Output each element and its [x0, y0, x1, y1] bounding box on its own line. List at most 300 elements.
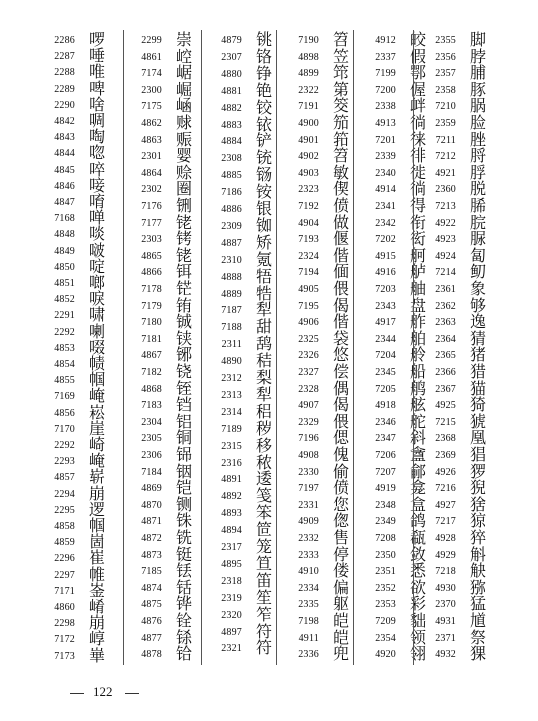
- entry-character: 脚: [469, 30, 486, 49]
- entry-character: 赊: [175, 162, 192, 182]
- page-number: 122: [93, 684, 113, 699]
- entry-number: 2325: [298, 333, 319, 345]
- entry-number: 4877: [141, 632, 162, 644]
- entry-number: 7206: [375, 450, 396, 461]
- entry-number: 4900: [298, 118, 319, 129]
- entry-number: 7170: [54, 423, 75, 435]
- entry-number: 4906: [298, 317, 319, 329]
- entry-character: 悠: [332, 345, 349, 365]
- entry-number: 7202: [375, 234, 396, 246]
- entry-number: 4895: [221, 558, 242, 570]
- entry-character: 偃: [332, 229, 349, 249]
- entry-number: 4882: [221, 102, 242, 114]
- entry-number: 4845: [54, 164, 75, 176]
- entry-number: 7204: [375, 350, 396, 362]
- entry-character: 脸: [469, 113, 486, 132]
- entry-character: 啁: [88, 111, 105, 130]
- entry-character: 银: [255, 199, 272, 218]
- entry-number: 4848: [54, 229, 75, 241]
- entry-character: 甜: [255, 317, 272, 337]
- entry-character: 秽: [255, 418, 272, 438]
- entry-number: 4898: [298, 51, 319, 63]
- entry-number: 4888: [221, 271, 242, 283]
- entry-character: 假: [409, 46, 426, 66]
- entry-number: 4865: [141, 250, 162, 262]
- entry-number: 4897: [221, 626, 242, 638]
- entry-character: 逶: [255, 469, 272, 489]
- entry-number: 7196: [298, 433, 319, 445]
- entry-character: 铕: [175, 295, 192, 315]
- entry-character: 崞: [88, 629, 105, 649]
- entry-character: 龛: [409, 478, 426, 498]
- entry-character: 赈: [175, 129, 192, 149]
- entry-character: 脪: [469, 196, 486, 215]
- entry-number: 4872: [141, 533, 162, 544]
- entry-number: 4921: [435, 167, 456, 179]
- entry-number: 4887: [221, 237, 242, 249]
- entry-character: 鄂: [409, 63, 426, 83]
- entry-number: 2310: [221, 254, 242, 266]
- entry-character: 氪: [255, 249, 272, 269]
- entry-number: 7176: [141, 201, 162, 212]
- entry-character: 铧: [175, 594, 192, 614]
- entry-number: 2354: [375, 632, 396, 644]
- entry-character: 笤: [332, 30, 349, 49]
- entry-character: 猓: [469, 644, 486, 664]
- entry-character: 崋: [88, 645, 105, 665]
- entry-number: 2337: [375, 51, 396, 63]
- entry-number: 7207: [375, 466, 396, 478]
- entry-number: 2319: [221, 592, 242, 604]
- entry-number: 7190: [298, 35, 319, 46]
- entry-character: 猛: [469, 594, 486, 614]
- entry-number: 2297: [54, 569, 75, 581]
- entry-number: 4884: [221, 136, 242, 148]
- entry-character: 铠: [175, 478, 192, 498]
- entry-character: 笸: [255, 520, 272, 540]
- entry-character: 欲: [409, 577, 426, 597]
- entry-character: 崌: [175, 63, 192, 83]
- entry-number: 2292: [54, 326, 75, 338]
- entry-number: 7209: [375, 616, 396, 627]
- entry-number: 2306: [141, 450, 162, 461]
- entry-number: 4931: [435, 616, 456, 627]
- entry-character: 啵: [88, 240, 105, 260]
- entry-column: [124, 30, 200, 670]
- entry-character: 铳: [255, 148, 272, 168]
- entry-number: 2333: [298, 549, 319, 561]
- entry-number: 2338: [375, 101, 396, 113]
- entry-character: 赇: [175, 113, 192, 132]
- entry-character: 崩: [88, 613, 105, 633]
- entry-number: 4842: [54, 116, 75, 127]
- entry-character: 铪: [175, 644, 192, 664]
- entry-character: 铞: [175, 445, 192, 464]
- entry-number: 4854: [54, 359, 75, 370]
- entry-character: 铲: [255, 131, 272, 151]
- entry-character: 衅: [409, 96, 426, 116]
- entry-character: 偈: [332, 295, 349, 315]
- entry-character: 帻: [88, 354, 105, 373]
- entry-character: 铒: [175, 262, 192, 282]
- entry-character: 铥: [175, 561, 192, 581]
- entry-number: 4892: [221, 491, 242, 503]
- entry-number: 7171: [54, 585, 75, 597]
- entry-number: 7210: [435, 101, 456, 113]
- entry-character: 猫: [469, 378, 486, 398]
- entry-character: 铨: [175, 611, 192, 630]
- entry-column: [277, 30, 357, 670]
- entry-number: 7195: [298, 300, 319, 312]
- entry-number: 4911: [298, 632, 319, 644]
- entry-number: 4905: [298, 284, 319, 295]
- entry-character: 崦: [88, 451, 105, 471]
- entry-character: 豚: [469, 79, 486, 99]
- entry-number: 4864: [141, 167, 162, 179]
- entry-number: 2357: [435, 68, 456, 80]
- entry-character: 啴: [88, 208, 105, 228]
- entry-number: 4861: [141, 51, 162, 63]
- entry-number: 7173: [54, 650, 75, 662]
- entry-character: 凰: [469, 428, 486, 448]
- entry-column: [414, 30, 494, 670]
- entry-character: 盒: [409, 494, 426, 514]
- entry-number: 7208: [375, 533, 396, 544]
- entry-character: 崖: [88, 418, 105, 438]
- entry-number: 2315: [221, 440, 242, 452]
- entry-character: 舵: [409, 411, 426, 431]
- entry-number: 4857: [54, 472, 75, 484]
- entry-number: 4927: [435, 499, 456, 511]
- entry-character: 翎: [409, 644, 426, 664]
- entry-number: 2355: [435, 35, 456, 46]
- entry-character: 犁: [255, 384, 272, 404]
- entry-number: 4863: [141, 134, 162, 146]
- entry-number: 2349: [375, 516, 396, 528]
- entry-character: 脱: [469, 179, 486, 199]
- entry-number: 4860: [54, 602, 75, 613]
- entry-character: 鸽: [409, 511, 426, 531]
- entry-number: 2332: [298, 533, 319, 544]
- entry-character: 崧: [88, 402, 105, 422]
- entry-character: 舸: [409, 245, 426, 265]
- entry-number: 7198: [298, 616, 319, 627]
- entry-character: 铐: [175, 229, 192, 249]
- page-footer: [0, 684, 200, 704]
- entry-number: 7175: [141, 101, 162, 113]
- entry-character: 铝: [175, 411, 192, 431]
- entry-number: 7213: [435, 201, 456, 212]
- entry-character: 鱽: [469, 262, 486, 282]
- entry-number: 7216: [435, 483, 456, 495]
- entry-number: 2301: [141, 151, 162, 163]
- entry-character: 笺: [255, 486, 272, 506]
- entry-character: 皎: [409, 30, 426, 49]
- entry-character: 铖: [175, 312, 192, 332]
- entry-character: 牾: [255, 266, 272, 286]
- entry-number: 4918: [375, 400, 396, 412]
- entry-number: 2343: [375, 300, 396, 312]
- entry-number: 2287: [54, 51, 75, 63]
- entry-number: 2350: [375, 549, 396, 561]
- entry-number: 7187: [221, 305, 242, 317]
- entry-character: 唷: [88, 192, 105, 211]
- entry-number: 4874: [141, 582, 162, 594]
- entry-character: 第: [332, 79, 349, 99]
- entry-character: 舴: [409, 312, 426, 332]
- entry-number: 2288: [54, 67, 75, 79]
- entry-number: 2342: [375, 217, 396, 229]
- entry-column: [202, 30, 280, 670]
- entry-number: 4908: [298, 450, 319, 461]
- entry-number: 4876: [141, 616, 162, 627]
- entry-character: 敏: [332, 162, 349, 182]
- entry-number: 7192: [298, 201, 319, 212]
- entry-character: 猗: [469, 395, 486, 415]
- entry-number: 4916: [375, 267, 396, 279]
- entry-number: 2305: [141, 433, 162, 445]
- entry-number: 4891: [221, 474, 242, 486]
- entry-character: 偭: [332, 262, 349, 282]
- entry-character: 符: [255, 621, 272, 641]
- entry-character: 啤: [88, 78, 105, 98]
- entry-character: 猖: [469, 445, 486, 464]
- entry-character: 铱: [255, 114, 272, 134]
- entry-character: 帷: [88, 564, 105, 584]
- entry-character: 偿: [332, 362, 349, 381]
- entry-number: 4850: [54, 261, 75, 273]
- entry-character: 笙: [255, 587, 272, 607]
- entry-number: 2298: [54, 618, 75, 630]
- entry-character: 铷: [255, 215, 272, 235]
- entry-number: 4855: [54, 375, 75, 387]
- entry-character: 袋: [332, 328, 349, 348]
- entry-character: 鄃: [409, 461, 426, 481]
- entry-number: 2366: [435, 367, 456, 378]
- entry-number: 4849: [54, 245, 75, 257]
- entry-number: 2304: [141, 416, 162, 428]
- entry-character: 偾: [332, 478, 349, 498]
- entry-character: 笤: [332, 146, 349, 166]
- entry-character: 圈: [175, 179, 192, 199]
- entry-number: 4928: [435, 533, 456, 544]
- entry-number: 2335: [298, 599, 319, 611]
- entry-number: 2346: [375, 416, 396, 428]
- entry-number: 7184: [141, 466, 162, 478]
- entry-character: 偷: [332, 461, 349, 481]
- entry-number: 4871: [141, 516, 162, 528]
- entry-character: 徙: [409, 162, 426, 182]
- entry-number: 4901: [298, 134, 319, 146]
- entry-character: 铫: [255, 30, 272, 49]
- entry-character: 猇: [469, 411, 486, 431]
- entry-character: 啸: [88, 305, 105, 325]
- entry-number: 2358: [435, 84, 456, 96]
- entry-number: 2336: [298, 649, 319, 661]
- entry-character: 帼: [88, 516, 105, 535]
- entry-number: 2361: [435, 284, 456, 295]
- entry-character: 您: [332, 494, 349, 514]
- entry-number: 4914: [375, 184, 396, 196]
- entry-character: 偕: [332, 312, 349, 332]
- entry-character: 矫: [255, 232, 272, 252]
- entry-character: 貀: [409, 611, 426, 630]
- entry-number: 4852: [54, 294, 75, 306]
- entry-number: 2289: [54, 83, 75, 95]
- entry-character: 梨: [255, 368, 272, 387]
- entry-character: 崩: [88, 483, 105, 503]
- entry-character: 铢: [175, 511, 192, 531]
- entry-character: 偻: [332, 561, 349, 581]
- entry-number: 4886: [221, 204, 242, 215]
- entry-character: 觖: [469, 561, 486, 581]
- entry-character: 彩: [409, 594, 426, 614]
- entry-character: 崡: [175, 96, 192, 116]
- entry-number: 7169: [54, 391, 75, 403]
- entry-character: 脘: [469, 212, 486, 232]
- entry-number: 4881: [221, 85, 242, 97]
- entry-number: 7203: [375, 284, 396, 295]
- entry-character: 停: [332, 544, 349, 564]
- entry-number: 7214: [435, 267, 456, 279]
- entry-number: 2334: [298, 582, 319, 594]
- entry-number: 7193: [298, 234, 319, 246]
- entry-character: 徕: [409, 129, 426, 149]
- entry-number: 2290: [54, 99, 75, 111]
- entry-number: 2295: [54, 504, 75, 516]
- entry-character: 稆: [255, 401, 272, 421]
- entry-number: 7215: [435, 416, 456, 428]
- entry-character: 偕: [332, 245, 349, 265]
- entry-character: 偓: [409, 79, 426, 99]
- entry-character: 够: [469, 295, 486, 315]
- entry-number: 4880: [221, 68, 242, 80]
- entry-column: [38, 30, 113, 670]
- entry-character: 铩: [175, 627, 192, 647]
- entry-number: 7181: [141, 333, 162, 345]
- entry-number: 4868: [141, 383, 162, 395]
- entry-number: 4919: [375, 483, 396, 495]
- entry-character: 斜: [409, 428, 426, 448]
- entry-character: 脟: [469, 146, 486, 166]
- entry-number: 4909: [298, 516, 319, 528]
- entry-character: 猊: [469, 478, 486, 498]
- entry-character: 啷: [88, 273, 105, 292]
- entry-character: 啥: [88, 94, 105, 114]
- entry-number: 2326: [298, 350, 319, 362]
- entry-number: 2311: [221, 339, 242, 351]
- entry-number: 2316: [221, 457, 242, 469]
- entry-character: 崇: [175, 30, 192, 49]
- entry-character: 逻: [88, 499, 105, 519]
- entry-character: 偎: [332, 279, 349, 298]
- entry-character: 徘: [409, 146, 426, 166]
- entry-number: 4904: [298, 217, 319, 229]
- entry-character: 啖: [88, 224, 105, 244]
- entry-character: 脶: [469, 96, 486, 116]
- entry-number: 2313: [221, 389, 242, 401]
- entry-number: 2368: [435, 433, 456, 445]
- entry-number: 4856: [54, 407, 75, 419]
- entry-number: 4903: [298, 167, 319, 179]
- entry-number: 2303: [141, 234, 162, 246]
- entry-number: 2302: [141, 184, 162, 196]
- entry-number: 4846: [54, 180, 75, 192]
- entry-number: 2364: [435, 333, 456, 345]
- entry-number: 4843: [54, 132, 75, 144]
- entry-number: 2339: [375, 151, 396, 163]
- entry-number: 2299: [141, 35, 162, 46]
- entry-character: 铏: [175, 196, 192, 215]
- entry-character: 脞: [469, 129, 486, 149]
- entry-character: 牿: [255, 283, 272, 303]
- entry-character: 筘: [332, 129, 349, 149]
- entry-character: 衒: [409, 229, 426, 249]
- entry-number: 2317: [221, 542, 242, 553]
- entry-character: 馗: [469, 611, 486, 630]
- entry-number: 2308: [221, 153, 242, 165]
- entry-character: 铣: [175, 528, 192, 547]
- entry-character: 脬: [469, 162, 486, 182]
- entry-character: 斛: [469, 544, 486, 564]
- entry-number: 4915: [375, 250, 396, 262]
- entry-character: 唼: [88, 175, 105, 195]
- entry-character: 兜: [332, 644, 349, 664]
- entry-character: 笮: [255, 604, 272, 624]
- entry-character: 啰: [88, 30, 105, 49]
- entry-number: 7218: [435, 566, 456, 578]
- entry-character: 筇: [332, 63, 349, 83]
- entry-number: 4924: [435, 250, 456, 262]
- entry-character: 偲: [332, 428, 349, 448]
- entry-number: 2363: [435, 317, 456, 329]
- entry-number: 2329: [298, 416, 319, 428]
- entry-character: 盘: [409, 295, 426, 315]
- entry-number: 4907: [298, 400, 319, 412]
- entry-character: 铘: [175, 345, 192, 365]
- footer-dash-right: [125, 693, 139, 694]
- entry-number: 7217: [435, 516, 456, 528]
- entry-character: 笠: [332, 46, 349, 66]
- entry-character: 偾: [332, 196, 349, 215]
- entry-character: 舶: [409, 328, 426, 348]
- entry-number: 7180: [141, 317, 162, 329]
- entry-number: 2296: [54, 553, 75, 565]
- entry-number: 4889: [221, 288, 242, 300]
- entry-character: 偬: [332, 511, 349, 531]
- entry-number: 4878: [141, 649, 162, 661]
- entry-character: 铑: [175, 245, 192, 265]
- entry-character: 傀: [332, 445, 349, 464]
- entry-character: 躯: [332, 594, 349, 614]
- entry-character: 徜: [409, 113, 426, 132]
- entry-character: 帼: [88, 370, 105, 390]
- entry-character: 崤: [88, 597, 105, 616]
- entry-character: 啕: [88, 127, 105, 147]
- entry-number: 2294: [54, 488, 75, 500]
- entry-number: 2327: [298, 367, 319, 378]
- entry-number: 4930: [435, 582, 456, 594]
- entry-number: 4879: [221, 35, 242, 46]
- entry-character: 崮: [88, 532, 105, 552]
- entry-character: 匐: [469, 245, 486, 265]
- entry-character: 偎: [332, 411, 349, 431]
- entry-character: 铟: [175, 461, 192, 481]
- entry-character: 啜: [88, 337, 105, 357]
- entry-character: 唾: [88, 46, 105, 66]
- entry-number: 4890: [221, 356, 242, 368]
- entry-character: 崎: [88, 435, 105, 454]
